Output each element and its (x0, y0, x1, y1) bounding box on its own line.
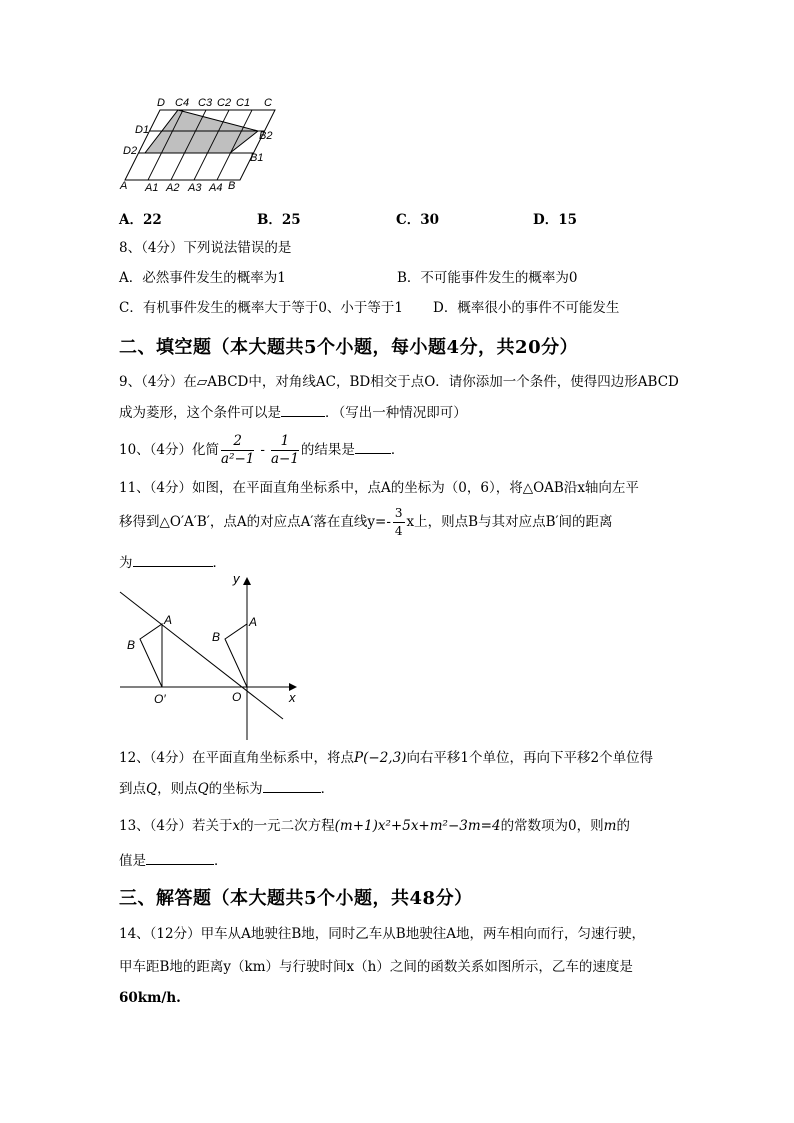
q8-option-c: C．有机事件发生的概率大于等于0、小于等于1 (119, 300, 404, 316)
q11-line2 (119, 502, 613, 542)
label-C1: C1 (236, 97, 251, 109)
q9-line2 (119, 402, 467, 423)
q12-line1b: 向右平移1个单位，再向下平移2个单位得 (406, 750, 654, 766)
q12-line2c: 的坐标为 (208, 781, 263, 797)
label-B-prime: B (127, 638, 136, 652)
q11-line1: 11、（4分）如图，在平面直角坐标系中，点A的坐标为（0，6），将△OAB沿x轴向左平 (119, 480, 639, 496)
q14-line3: 60km/h. (119, 990, 181, 1006)
section3-title: 三、解答题（本大题共5个小题，共48分） (119, 888, 473, 909)
parallelogram-figure (115, 95, 285, 200)
label-C4: C4 (175, 97, 190, 109)
triangle-left (140, 624, 162, 687)
q13-line1d: 的 (616, 818, 630, 834)
label-A: A (249, 615, 258, 629)
q13-line2 (119, 850, 228, 871)
label-O-prime: O′ (154, 692, 166, 706)
q12-line1 (119, 748, 653, 768)
q10-frac2-den: a−1 (270, 451, 299, 467)
q13-line1a: 13、（4分）若关于 (119, 818, 233, 834)
q8-stem: 8、（4分）下列说法错误的是 (119, 240, 292, 256)
q10-frac1-den: a²−1 (221, 451, 255, 467)
label-x: x (289, 690, 296, 705)
label-A2: A2 (166, 182, 180, 194)
q11-frac-num: 3 (393, 505, 405, 523)
q7-option-d: D．15 (533, 212, 577, 228)
q12-point: P(−2,3) (354, 750, 407, 766)
q10-end: ． (390, 442, 405, 458)
q9-answer-blank[interactable] (281, 402, 325, 417)
label-B: B (212, 630, 221, 644)
q12-q: Q (146, 781, 158, 797)
line-y-eq-neg3-4x (120, 592, 283, 719)
q9-line2a: 成为菱形，这个条件可以是 (119, 405, 281, 421)
q12-answer-blank[interactable] (263, 778, 321, 793)
triangle-right (225, 624, 247, 687)
label-B1: B1 (250, 152, 264, 164)
q13-m: m (603, 818, 617, 834)
label-A1: A1 (145, 182, 159, 194)
q10-fraction-1 (221, 433, 254, 468)
q7-option-c: C．30 (396, 212, 440, 228)
coordinate-figure (115, 570, 310, 745)
q8-option-d: D．概率很小的事件不可能发生 (433, 300, 620, 316)
q13-line2-text: 值是 (119, 853, 146, 869)
q14-line1: 14、（12分）甲车从A地驶往B地，同时乙车从B地驶往A地，两车相向而行，匀速行驶， (119, 926, 645, 942)
label-D: D (157, 97, 165, 109)
q13-equation: (m+1)x²+5x+m²−3m=4 (334, 818, 501, 834)
q10-answer-blank[interactable] (355, 439, 391, 454)
q10-frac2-num: 1 (271, 433, 299, 451)
q13-line1b: 的一元二次方程 (240, 818, 335, 834)
label-D1: D1 (135, 124, 150, 136)
label-A4: A4 (209, 182, 223, 194)
label-B2: B2 (259, 130, 273, 142)
q10-suffix: 的结果是 (300, 442, 355, 458)
q8-option-a: A．必然事件发生的概率为1 (119, 270, 286, 286)
q10 (119, 430, 404, 470)
q13-answer-blank[interactable] (146, 850, 214, 865)
q9-line2b: ．（写出一种情况即可） (325, 405, 467, 421)
label-B: B (228, 180, 236, 192)
q7-option-b: B．25 (257, 212, 301, 228)
q11-line2a: 移得到△O′A′B′，点A的对应点A′落在直线y=- (119, 514, 391, 530)
label-A3: A3 (188, 182, 202, 194)
q11-fraction (393, 505, 405, 540)
q13-x: x (232, 818, 241, 834)
q12-q2: Q (197, 781, 209, 797)
q11-line2b: x上，则点B与其对应点B′间的距离 (406, 514, 613, 530)
q11-line3-end: ． (212, 555, 226, 571)
q10-minus: - (260, 442, 265, 458)
label-A-prime: A (164, 613, 173, 627)
q14-line2: 甲车距B地的距离y（km）与行驶时间x（h）之间的函数关系如图所示，乙车的速度是 (119, 959, 633, 975)
label-D2: D2 (123, 145, 138, 157)
q10-fraction-2 (271, 433, 299, 468)
q11-answer-blank[interactable] (133, 552, 213, 567)
q10-prefix: 10、（4分）化简 (119, 442, 220, 458)
q13-line1 (119, 816, 630, 836)
q12-line2 (119, 778, 334, 799)
label-C3: C3 (198, 97, 213, 109)
y-axis-arrow (243, 577, 251, 585)
q12-end: ． (320, 781, 335, 797)
q9-line1: 9、（4分）在▱ABCD中，对角线AC，BD相交于点O．请你添加一个条件，使得四边形ABCD (119, 374, 679, 390)
q12-line1a: 12、（4分）在平面直角坐标系中，将点 (119, 750, 355, 766)
q7-option-a: A．22 (119, 212, 162, 228)
label-A: A (120, 180, 128, 192)
q11-frac-den: 4 (394, 524, 403, 538)
q10-frac1-num: 2 (221, 433, 254, 451)
label-O: O (232, 690, 242, 704)
label-C2: C2 (217, 97, 232, 109)
q13-line1c: 的常数项为0，则 (500, 818, 604, 834)
section2-title: 二、填空题（本大题共5个小题，每小题4分，共20分） (119, 337, 579, 358)
q8-option-b: B．不可能事件发生的概率为0 (397, 270, 578, 286)
q11-line3-text: 为 (119, 555, 133, 571)
label-C: C (264, 97, 272, 109)
q12-line2b: ，则点 (157, 781, 198, 797)
q12-line2a: 到点 (119, 781, 146, 797)
label-y: y (233, 571, 240, 586)
q13-end: ． (214, 853, 228, 869)
